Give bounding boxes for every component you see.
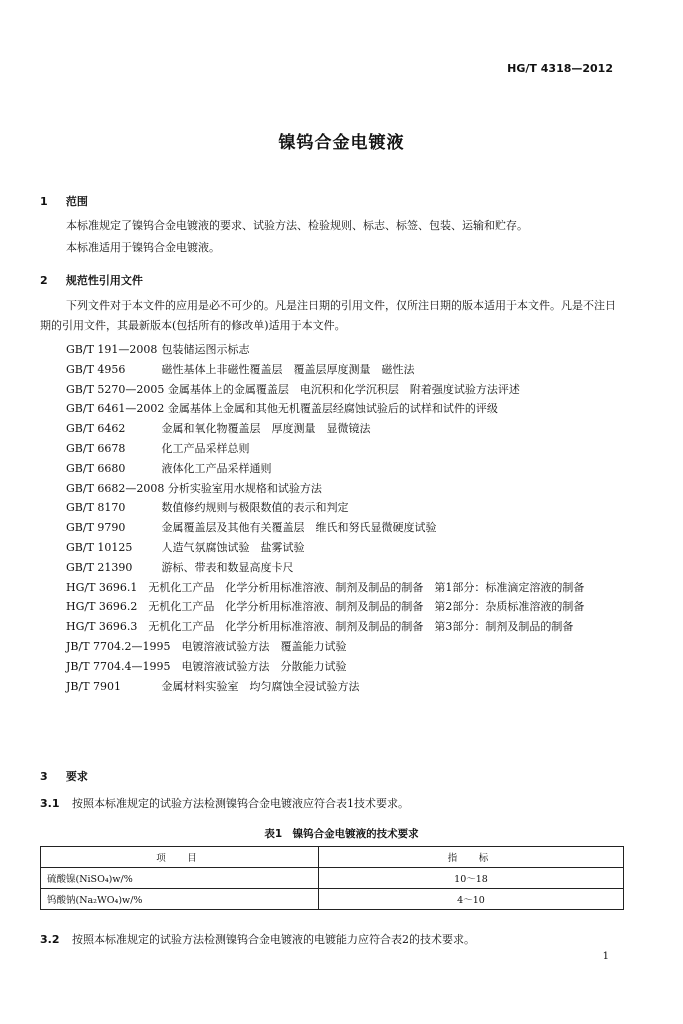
reference-title: 金属和氧化物覆盖层 厚度测量 显微镜法	[161, 422, 371, 436]
reference-item	[40, 340, 625, 360]
requirements-table	[40, 846, 624, 910]
reference-item	[40, 518, 625, 538]
reference-code: GB/T 8170	[66, 501, 126, 515]
standard-code: HG/T 4318—2012	[507, 62, 613, 75]
reference-title: 无机化工产品 化学分析用标准溶液、制剂及制品的制备 第2部分：杂质标准溶液的制备	[148, 600, 585, 614]
reference-item	[40, 597, 625, 617]
section-3-heading	[40, 768, 88, 784]
reference-item	[40, 657, 625, 677]
table-cell-item: 钨酸钠(Na₂WO₄)w/%	[41, 889, 319, 910]
reference-title: 包装储运图示标志	[161, 343, 250, 356]
table-header-value: 指 标	[319, 847, 624, 868]
reference-item	[40, 439, 625, 459]
table-header-item: 项 目	[41, 847, 319, 868]
table-row	[41, 868, 624, 889]
reference-title: 分析实验室用水规格和试验方法	[167, 481, 322, 495]
reference-title: 无机化工产品 化学分析用标准溶液、制剂及制品的制备 第3部分：制剂及制品的制备	[148, 620, 574, 634]
section-3-number: 3	[40, 770, 48, 783]
reference-code: HG/T 3696.3	[66, 620, 138, 634]
reference-title: 无机化工产品 化学分析用标准溶液、制剂及制品的制备 第1部分：标准滴定溶液的制备	[148, 580, 585, 594]
table-cell-value: 4～10	[319, 889, 624, 910]
reference-code: JB/T 7901	[66, 679, 122, 693]
reference-title: 金属材料实验室 均匀腐蚀全浸试验方法	[161, 679, 360, 693]
reference-title: 金属覆盖层及其他有关覆盖层 维氏和努氏显微硬度试验	[161, 521, 437, 535]
reference-title: 金属基体上金属和其他无机覆盖层经腐蚀试验后的试样和试件的评级	[167, 402, 498, 416]
reference-code: GB/T 191—2008	[66, 343, 158, 356]
reference-code: HG/T 3696.2	[66, 600, 138, 614]
reference-item	[40, 498, 625, 518]
document-title: 镍钨合金电镀液	[278, 133, 405, 153]
reference-code: GB/T 10125	[66, 540, 133, 554]
reference-title: 液体化工产品采样通则	[161, 461, 272, 475]
reference-item	[40, 617, 625, 637]
section-3-title: 要求	[65, 770, 88, 783]
section-2-title: 规范性引用文件	[65, 274, 143, 287]
reference-item	[40, 459, 625, 479]
reference-code: GB/T 6678	[66, 441, 126, 455]
clause-3-2-text: 按照本标准规定的试验方法检测镍钨合金电镀液的电镀能力应符合表2的技术要求。	[72, 933, 475, 946]
table-row	[41, 889, 624, 910]
reference-code: HG/T 3696.1	[66, 580, 138, 594]
section-1-paragraph-1: 本标准规定了镍钨合金电镀液的要求、试验方法、检验规则、标志、标签、包装、运输和贮存。	[66, 219, 528, 232]
reference-title: 数值修约规则与极限数值的表示和判定	[161, 501, 349, 515]
section-1-paragraph-2: 本标准适用于镍钨合金电镀液。	[66, 241, 220, 254]
reference-code: GB/T 9790	[66, 521, 126, 535]
reference-code: GB/T 6680	[66, 461, 126, 475]
reference-list	[40, 340, 625, 696]
reference-item	[40, 558, 625, 578]
section-2-number: 2	[40, 274, 48, 287]
clause-3-1-text: 按照本标准规定的试验方法检测镍钨合金电镀液应符合表1技术要求。	[72, 797, 409, 810]
reference-code: GB/T 6462	[66, 422, 126, 436]
reference-item	[40, 538, 625, 558]
reference-title: 化工产品采样总则	[161, 441, 250, 455]
section-1-title: 范围	[65, 195, 88, 208]
clause-3-2-number: 3.2	[40, 933, 60, 946]
reference-item	[40, 637, 625, 657]
reference-title: 人造气氛腐蚀试验 盐雾试验	[161, 540, 305, 554]
reference-title: 电镀溶液试验方法 覆盖能力试验	[181, 639, 347, 653]
reference-title: 磁性基体上非磁性覆盖层 覆盖层厚度测量 磁性法	[161, 362, 415, 376]
reference-item	[40, 578, 625, 598]
section-1-heading	[40, 193, 88, 209]
reference-title: 金属基体上的金属覆盖层 电沉积和化学沉积层 附着强度试验方法评述	[167, 382, 520, 396]
clause-3-2	[40, 930, 620, 950]
table-cell-value: 10～18	[319, 868, 624, 889]
reference-item	[40, 677, 625, 697]
reference-code: GB/T 6682—2008	[66, 481, 165, 495]
reference-code: GB/T 4956	[66, 362, 126, 376]
reference-item	[40, 380, 625, 400]
clause-3-1-number: 3.1	[40, 797, 60, 810]
reference-title: 游标、带表和数显高度卡尺	[161, 560, 294, 574]
reference-item	[40, 360, 625, 380]
reference-item	[40, 419, 625, 439]
reference-item	[40, 399, 625, 419]
reference-item	[40, 479, 625, 499]
page-number: 1	[602, 951, 609, 962]
reference-code: GB/T 21390	[66, 560, 133, 574]
table-header-row	[41, 847, 624, 868]
reference-code: JB/T 7704.4—1995	[66, 659, 171, 673]
reference-code: JB/T 7704.2—1995	[66, 639, 171, 653]
section-1-number: 1	[40, 195, 48, 208]
clause-3-1	[40, 794, 620, 814]
reference-title: 电镀溶液试验方法 分散能力试验	[181, 659, 347, 673]
reference-code: GB/T 6461—2002	[66, 402, 165, 416]
section-2-heading	[40, 272, 143, 288]
table-1-caption: 表1 镍钨合金电镀液的技术要求	[264, 828, 419, 840]
reference-code: GB/T 5270—2005	[66, 382, 165, 396]
section-2-intro: 下列文件对于本文件的应用是必不可少的。凡是注日期的引用文件，仅所注日期的版本适用于本文件。凡是不注日期的引用文件，其最新版本(包括所有的修改单)适用于本文件。	[40, 299, 616, 332]
table-cell-item: 硫酸镍(NiSO₄)w/%	[41, 868, 319, 889]
